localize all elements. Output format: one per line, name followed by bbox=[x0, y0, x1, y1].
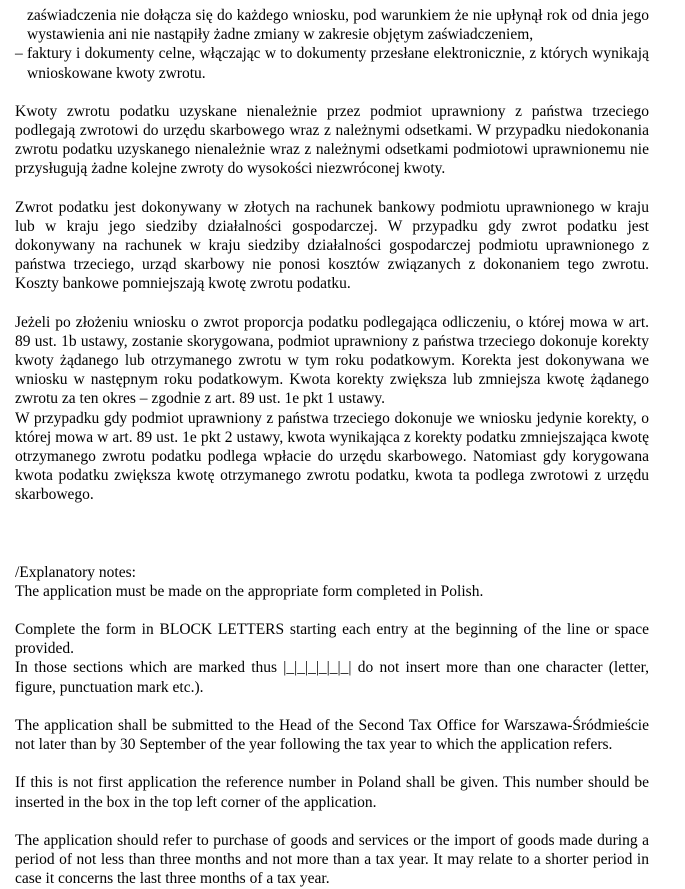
paragraph-correction: Jeżeli po złożeniu wniosku o zwrot proporcja podatku podlegająca odliczeniu, o której mowa w art. 89 ust. 1b ustawy, zostanie skorygowana, podmiot uprawniony z państwa trzeciego dokonuje korekty kwoty żądanego lub otrzymanego zwrotu w tym roku podatkowym. Korekta jest dokonywana we wniosku w następnym roku podatkowym. Kwota korekty zwiększa lub zmniejsza kwotę żądanego zwrotu za ten okres – zgodnie z art. 89 ust. 1e pkt 1 ustawy. bbox=[15, 313, 649, 408]
list-dash: – bbox=[15, 45, 23, 63]
note-reference-number: If this is not first application the reference number in Poland shall be given. This number should be inserted in the box in the top left corner of the application. bbox=[15, 774, 649, 811]
spacer bbox=[15, 601, 649, 620]
list-item-text: faktury i dokumenty celne, włączając w to dokumenty przesłane elektronicznie, z których wynikają wnioskowane kwoty zwrotu. bbox=[27, 45, 649, 82]
note-one-character: In those sections which are marked thus |_|_|_|_|_|_| do not insert more than one character (letter, figure, punctuation mark etc.). bbox=[15, 659, 649, 696]
spacer bbox=[15, 83, 649, 102]
note-submission: The application shall be submitted to the Head of the Second Tax Office for Warszawa-Śródmieście not later than by 30 September of the year following the tax year to which the application refers. bbox=[15, 716, 649, 754]
spacer bbox=[15, 754, 649, 773]
notes-heading: /Explanatory notes: bbox=[15, 563, 136, 581]
note-block-letters: Complete the form in BLOCK LETTERS starting each entry at the beginning of the line or space provided. bbox=[15, 621, 649, 658]
paragraph-refund-currency: Zwrot podatku jest dokonywany w złotych na rachunek bankowy podmiotu uprawnionego w kraju lub w kraju jego siedziby działalności gospodarczej. W przypadku gdy zwrot podatku jest dokonywany na rachunek w kraju siedziby działalności gospodarczej podmiotu uprawnionego z państwa trzeciego, urząd skarbowy nie ponosi kosztów związanych z dokonaniem tego zwrotu. Koszty bankowe pomniejszają kwotę zwrotu podatku. bbox=[15, 198, 649, 293]
list-item bbox=[15, 44, 649, 82]
spacer bbox=[15, 812, 649, 831]
note-polish-form: The application must be made on the appropriate form completed in Polish. bbox=[15, 582, 484, 600]
spacer bbox=[15, 697, 649, 716]
paragraph-refund-unduly: Kwoty zwrotu podatku uzyskane nienależnie przez podmiot uprawniony z państwa trzeciego podlegają zwrotowi do urzędu skarbowego wraz z należnymi odsetkami. W przypadku niedokonania zwrotu podatku uzyskanego nienależnie wraz z należnymi odsetkami podmiotowi uprawnionemu nie przysługują żadne kolejne zwroty do wysokości niezwróconej kwoty. bbox=[15, 102, 649, 178]
document-page bbox=[15, 6, 649, 888]
spacer bbox=[15, 505, 649, 563]
paragraph-correction-only: W przypadku gdy podmiot uprawniony z państwa trzeciego dokonuje we wniosku jedynie korekty, o której mowa w art. 89 ust. 1e pkt 2 ustawy, kwota wynikająca z korekty podatku zmniejszająca kwotę otrzymanego zwrotu podatku podlega wpłacie do urzędu skarbowego. Natomiast gdy korygowana kwota podatku zwiększa kwotę otrzymanego zwrotu podatku, kwota ta podlega zwrotowi z urzędu skarbowego. bbox=[15, 409, 649, 504]
list-item-continued: zaświadczenia nie dołącza się do każdego wniosku, pod warunkiem że nie upłynął rok od dnia jego wystawienia ani nie nastąpiły żadne zmiany w zakresie objętym zaświadczeniem, bbox=[27, 7, 649, 44]
spacer bbox=[15, 179, 649, 198]
spacer bbox=[15, 294, 649, 313]
note-period: The application should refer to purchase of goods and services or the import of goods made during a period of not less than three months and not more than a tax year. It may relate to a shorter period in case it concerns the last three months of a tax year. bbox=[15, 831, 649, 888]
